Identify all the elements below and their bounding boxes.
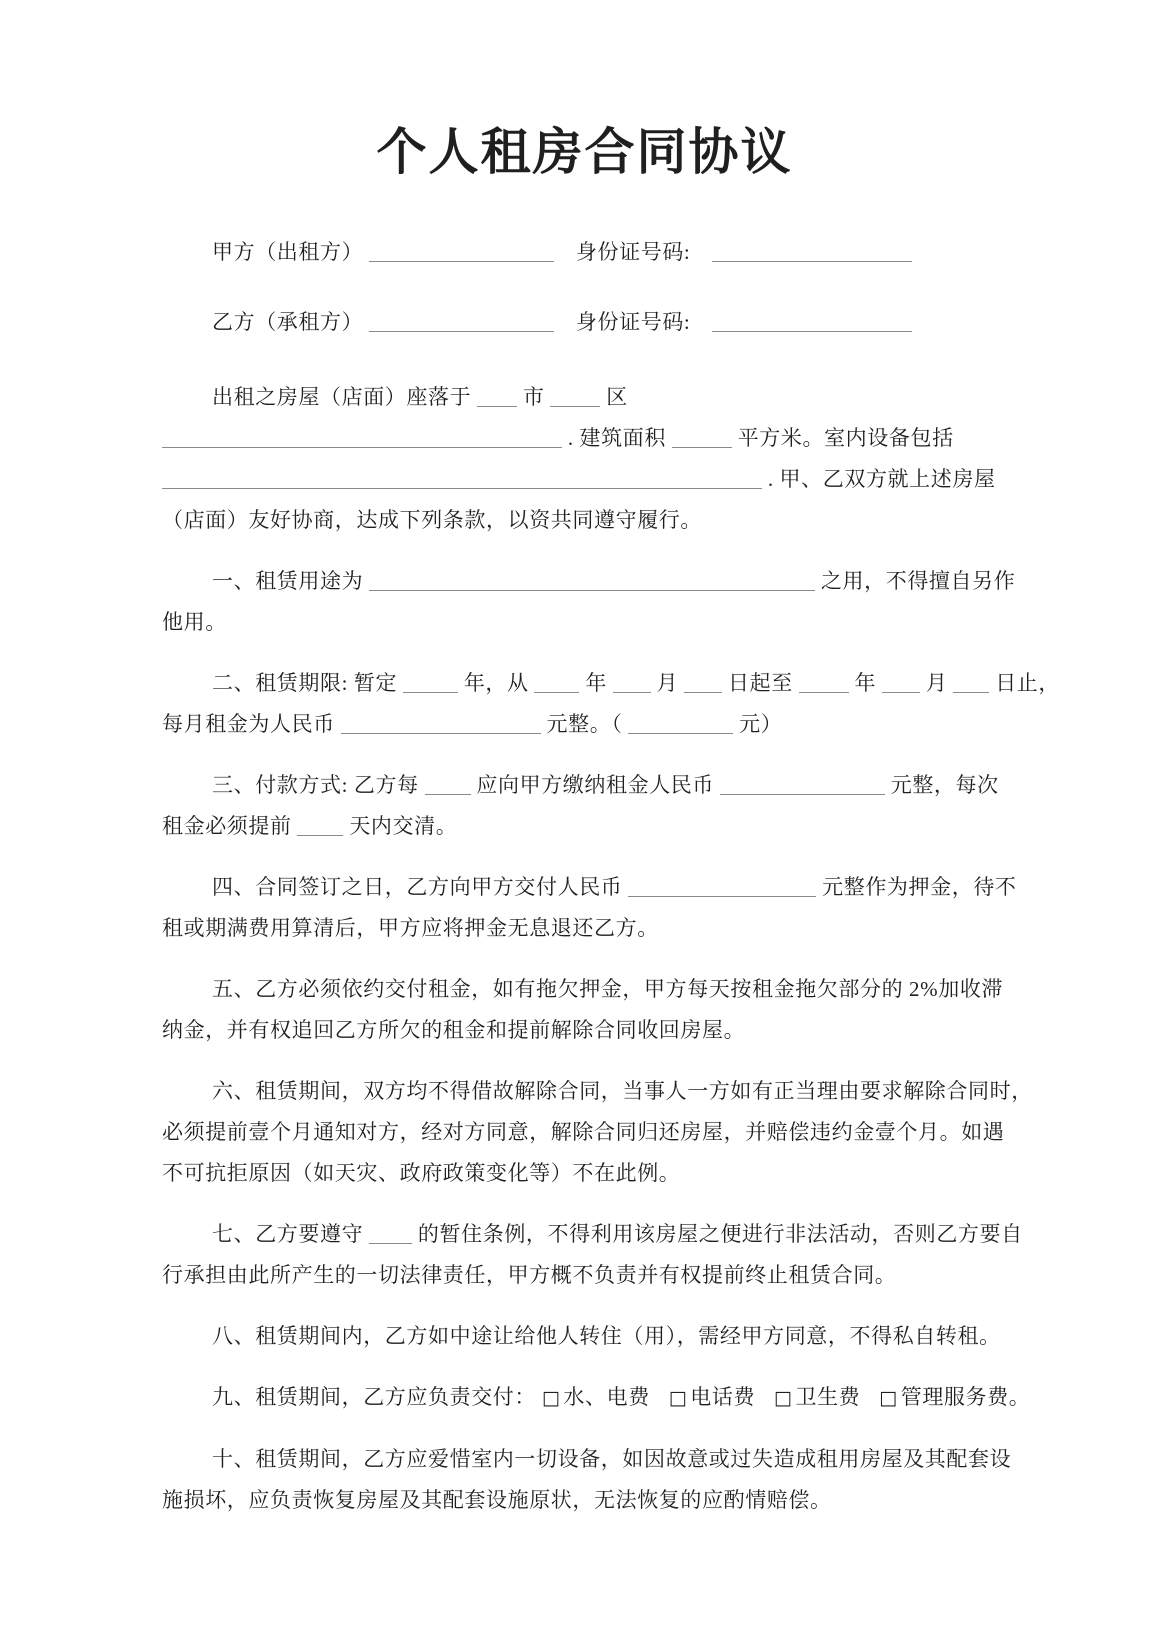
clause-8-line1: 八、租赁期间内，乙方如中途让给他人转住（用），需经甲方同意，不得私自转租。 xyxy=(212,1324,1001,1348)
clause-6-line3: 不可抗拒原因（如天灾、政府政策变化等）不在此例。 xyxy=(162,1161,681,1185)
clause-8 xyxy=(162,1316,1007,1357)
blank-location-city xyxy=(477,392,517,407)
blank-monthly-rent-words xyxy=(341,719,541,734)
party-b-label: 乙方（承租方） xyxy=(212,310,364,334)
blank-regulation-place xyxy=(369,1229,412,1244)
fee-item-sanitation xyxy=(774,1385,860,1409)
blank-start-day xyxy=(684,678,722,693)
blank-monthly-rent-number xyxy=(628,719,733,734)
premises-location-label: 出租之房屋（店面）座落于 xyxy=(212,385,472,409)
clause-2-rent-paren-close: 元） xyxy=(739,712,783,736)
clause-1-prefix: 一、租赁用途为 xyxy=(212,569,364,593)
clause-6 xyxy=(162,1071,1033,1194)
clause-6-line2: 必须提前壹个月通知对方，经对方同意，解除合同归还房屋，并赔偿违约金壹个月。如遇 xyxy=(162,1120,1005,1144)
blank-party-a-id xyxy=(712,247,912,262)
premises-agreement-text: （店面）友好协商，达成下列条款，以资共同遵守履行。 xyxy=(162,508,702,532)
premises-area-label: . 建筑面积 xyxy=(567,426,666,450)
blank-area xyxy=(672,433,732,448)
clause-2 xyxy=(162,663,1060,745)
blank-party-a-name xyxy=(369,247,554,262)
blank-end-day xyxy=(953,678,989,693)
clause-9-prefix: 九、租赁期间，乙方应负责交付： xyxy=(212,1385,536,1409)
fee-item-telephone xyxy=(669,1385,755,1409)
clause-2-end-year-label: 年 xyxy=(854,671,877,695)
party-a-id-label: 身份证号码: xyxy=(575,240,691,264)
blank-usage xyxy=(369,576,815,591)
clause-1-suffix: 之用，不得擅自另作 xyxy=(820,569,1016,593)
clause-5-line1: 五、乙方必须依约交付租金，如有拖欠押金，甲方每天按租金拖欠部分的 2%加收滞 xyxy=(212,977,1004,1001)
fee-label-management: 管理服务费。 xyxy=(900,1385,1031,1409)
clause-3-advance-suffix: 天内交清。 xyxy=(349,814,458,838)
fee-item-water-electricity xyxy=(542,1385,650,1409)
blank-address xyxy=(162,433,562,448)
clause-3 xyxy=(162,765,1007,847)
blank-equipment xyxy=(162,474,762,489)
blank-party-b-id xyxy=(712,317,912,332)
clause-4 xyxy=(162,867,1017,949)
premises-paragraph xyxy=(162,377,1007,541)
clause-10-line2: 施损坏，应负责恢复房屋及其配套设施原状，无法恢复的应酌情赔偿。 xyxy=(162,1488,832,1512)
clause-3-prefix: 三、付款方式: 乙方每 xyxy=(212,773,419,797)
blank-start-month xyxy=(613,678,651,693)
blank-pay-amount xyxy=(720,780,885,795)
blank-pay-period xyxy=(425,780,471,795)
premises-city-suffix: 市 xyxy=(522,385,545,409)
premises-agreement-intro: . 甲、乙双方就上述房屋 xyxy=(767,467,996,491)
party-a-row xyxy=(162,232,1007,273)
clause-2-prefix: 二、租赁期限: 暂定 xyxy=(212,671,398,695)
premises-district-suffix: 区 xyxy=(606,385,628,409)
document-title: 个人租房合同协议 xyxy=(376,124,793,180)
clause-6-line1: 六、租赁期间，双方均不得借故解除合同，当事人一方如有正当理由要求解除合同时， xyxy=(212,1079,1033,1103)
clause-4-line2: 租或期满费用算清后，甲方应将押金无息退还乙方。 xyxy=(162,916,659,940)
clause-7 xyxy=(162,1214,1023,1296)
clause-7-prefix: 七、乙方要遵守 xyxy=(212,1222,364,1246)
blank-term-years xyxy=(403,678,458,693)
clause-2-from-label: 年，从 xyxy=(463,671,529,695)
clause-1 xyxy=(162,561,1016,643)
clause-2-rent-suffix: 元整。（ xyxy=(546,712,623,736)
checkbox-sanitation-icon: □ xyxy=(773,1387,793,1409)
checkbox-management-icon: □ xyxy=(879,1387,898,1409)
checkbox-water-electricity-icon: □ xyxy=(541,1387,561,1409)
blank-days-advance xyxy=(297,821,343,836)
clause-1-line2: 他用。 xyxy=(162,610,227,634)
clause-7-suffix: 的暂住条例，不得利用该房屋之便进行非法活动，否则乙方要自 xyxy=(417,1222,1023,1246)
fee-label-water-electricity: 水、电费 xyxy=(563,1385,650,1409)
fee-label-telephone: 电话费 xyxy=(690,1385,756,1409)
fee-label-sanitation: 卫生费 xyxy=(795,1385,861,1409)
premises-equipment-label: 平方米。室内设备包括 xyxy=(737,426,954,450)
clause-7-line2: 行承担由此所产生的一切法律责任，甲方概不负责并有权提前终止租赁合同。 xyxy=(162,1263,897,1287)
party-a-label: 甲方（出租方） xyxy=(212,240,364,264)
clause-10 xyxy=(162,1439,1012,1521)
blank-start-year xyxy=(534,678,579,693)
clause-5 xyxy=(162,969,1007,1051)
fee-item-management xyxy=(879,1385,1030,1409)
blank-end-year xyxy=(799,678,849,693)
clause-10-line1: 十、租赁期间，乙方应爱惜室内一切设备，如因故意或过失造成租用房屋及其配套设 xyxy=(212,1447,1012,1471)
clause-4-suffix: 元整作为押金，待不 xyxy=(822,875,1017,899)
blank-end-month xyxy=(882,678,920,693)
party-b-row xyxy=(162,302,1007,343)
clause-2-start-year-label: 年 xyxy=(585,671,607,695)
clause-3-advance-label: 租金必须提前 xyxy=(162,814,292,838)
blank-location-district xyxy=(550,392,600,407)
clause-4-prefix: 四、合同签订之日，乙方向甲方交付人民币 xyxy=(212,875,623,899)
clause-5-line2: 纳金，并有权追回乙方所欠的租金和提前解除合同收回房屋。 xyxy=(162,1018,746,1042)
checkbox-telephone-icon: □ xyxy=(668,1387,688,1409)
clause-3-suffix: 元整，每次 xyxy=(890,773,999,797)
clause-3-mid: 应向甲方缴纳租金人民币 xyxy=(476,773,715,797)
clause-9 xyxy=(162,1377,1031,1419)
party-b-id-label: 身份证号码: xyxy=(575,310,691,334)
clause-2-start-month-label: 月 xyxy=(656,671,679,695)
blank-party-b-name xyxy=(369,317,554,332)
clause-2-end-month-label: 月 xyxy=(925,671,948,695)
clause-2-until-label: 日起至 xyxy=(728,671,793,695)
clause-2-end-label: 日止， xyxy=(995,671,1060,695)
clause-2-rent-label: 每月租金为人民币 xyxy=(162,712,335,736)
blank-deposit xyxy=(628,882,816,897)
